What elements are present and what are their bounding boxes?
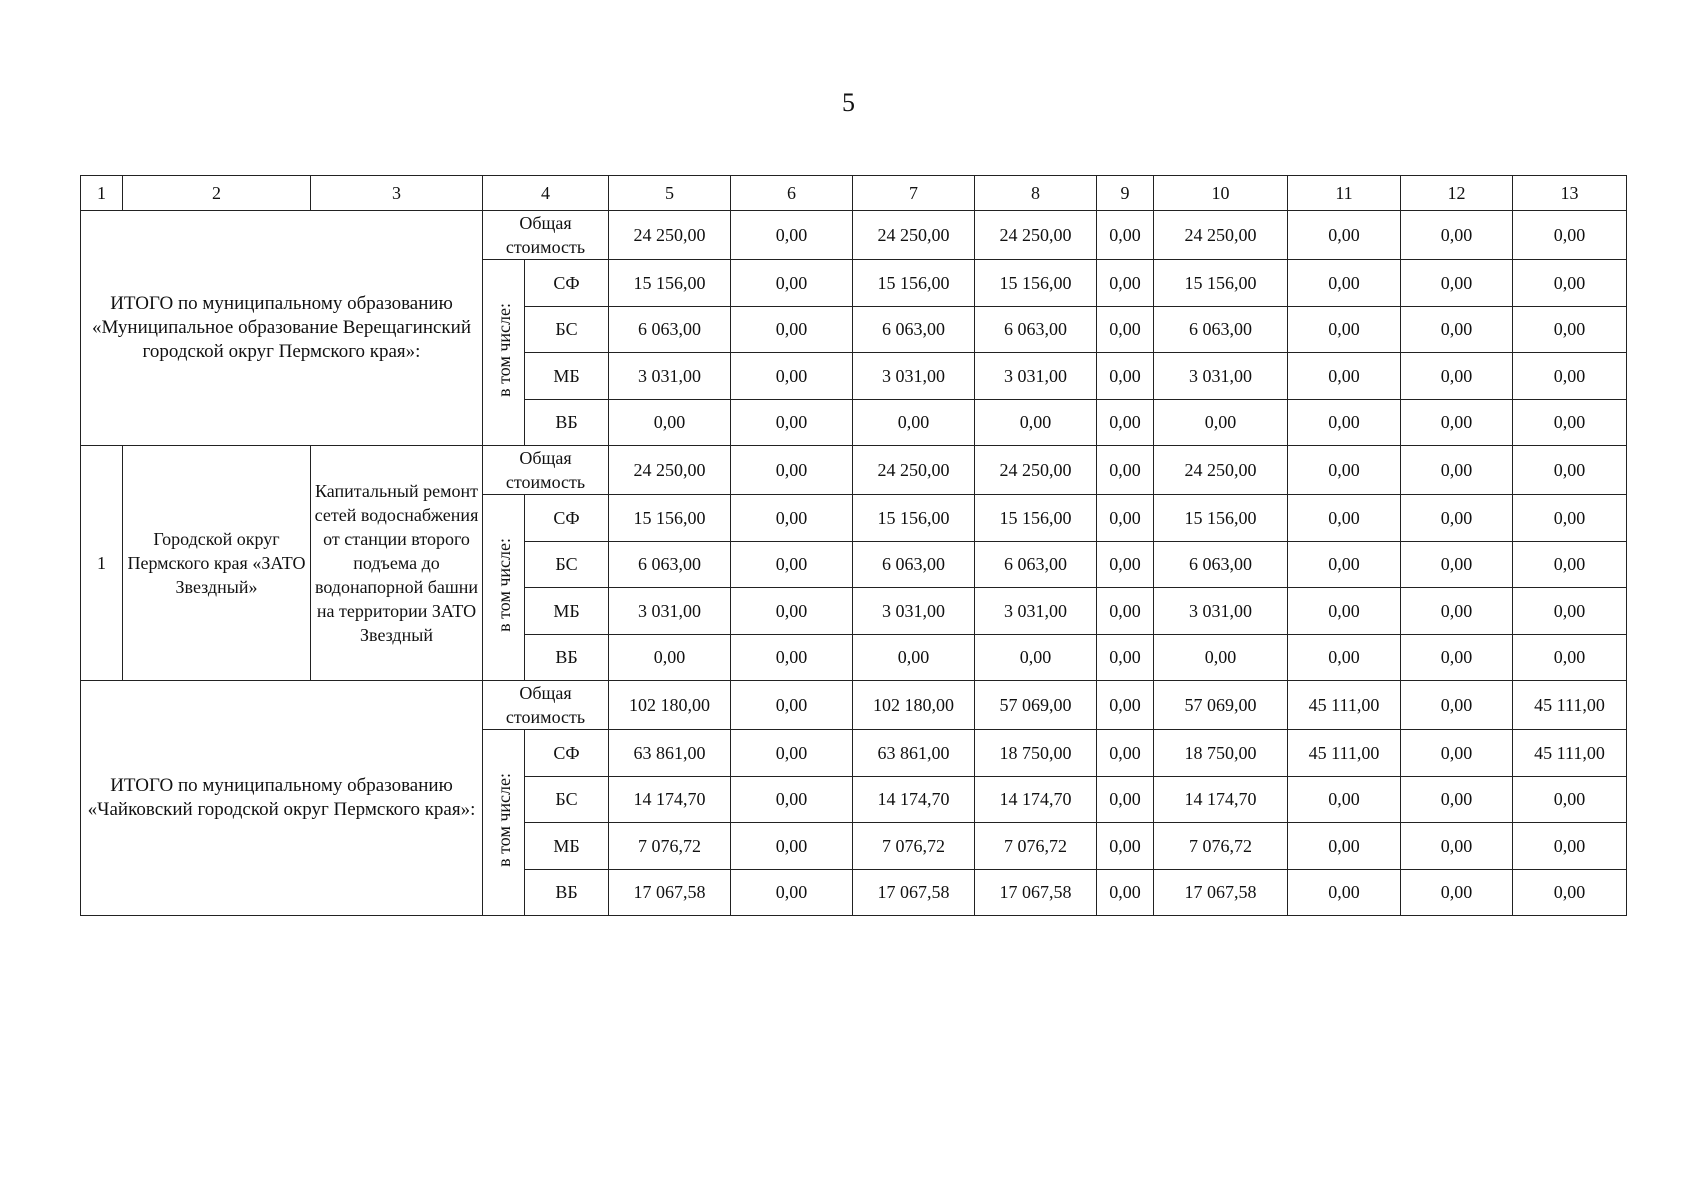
value-cell-col5: 0,00 bbox=[609, 634, 731, 681]
value-cell-col6: 0,00 bbox=[731, 588, 853, 635]
value-cell-col12: 0,00 bbox=[1401, 260, 1513, 307]
total-cost-label: Общая стоимость bbox=[483, 446, 609, 495]
value-cell-col12: 0,00 bbox=[1401, 306, 1513, 353]
value-cell-col12: 0,00 bbox=[1401, 823, 1513, 870]
value-cell-col12: 0,00 bbox=[1401, 634, 1513, 681]
funding-source-code: МБ bbox=[525, 353, 609, 400]
value-cell-col6: 0,00 bbox=[731, 306, 853, 353]
value-cell-col11: 0,00 bbox=[1288, 823, 1401, 870]
funding-source-code: ВБ bbox=[525, 869, 609, 916]
value-cell-col8: 7 076,72 bbox=[975, 823, 1097, 870]
value-cell-col5: 17 067,58 bbox=[609, 869, 731, 916]
value-cell-col13: 0,00 bbox=[1513, 634, 1627, 681]
value-cell-col7: 14 174,70 bbox=[853, 776, 975, 823]
value-cell-col13: 0,00 bbox=[1513, 776, 1627, 823]
value-cell-col12: 0,00 bbox=[1401, 541, 1513, 588]
value-cell-col6: 0,00 bbox=[731, 730, 853, 777]
value-cell-col8: 14 174,70 bbox=[975, 776, 1097, 823]
value-cell-col10: 15 156,00 bbox=[1154, 260, 1288, 307]
value-cell-col9: 0,00 bbox=[1097, 730, 1154, 777]
including-label-cell bbox=[483, 260, 525, 446]
value-cell-col8: 3 031,00 bbox=[975, 353, 1097, 400]
value-cell-col6: 0,00 bbox=[731, 776, 853, 823]
column-header: 10 bbox=[1154, 176, 1288, 211]
subtotal-label: ИТОГО по муниципальному образованию «Чайковский городской округ Пермского края»: bbox=[81, 681, 483, 916]
value-cell-col7: 15 156,00 bbox=[853, 260, 975, 307]
total-cost-row bbox=[81, 446, 1627, 495]
value-cell-col8: 15 156,00 bbox=[975, 495, 1097, 542]
value-cell-col9: 0,00 bbox=[1097, 823, 1154, 870]
funding-source-code: БС bbox=[525, 776, 609, 823]
value-cell-col5: 24 250,00 bbox=[609, 211, 731, 260]
value-cell-col6: 0,00 bbox=[731, 634, 853, 681]
funding-source-code: БС bbox=[525, 541, 609, 588]
value-cell-col6: 0,00 bbox=[731, 823, 853, 870]
value-cell-col13: 0,00 bbox=[1513, 541, 1627, 588]
value-cell-col9: 0,00 bbox=[1097, 681, 1154, 730]
value-cell-col13: 0,00 bbox=[1513, 306, 1627, 353]
funding-source-code: СФ bbox=[525, 495, 609, 542]
value-cell-col12: 0,00 bbox=[1401, 495, 1513, 542]
value-cell-col11: 0,00 bbox=[1288, 588, 1401, 635]
value-cell-col9: 0,00 bbox=[1097, 446, 1154, 495]
row-number: 1 bbox=[81, 446, 123, 681]
value-cell-col5: 24 250,00 bbox=[609, 446, 731, 495]
value-cell-col6: 0,00 bbox=[731, 260, 853, 307]
value-cell-col11: 0,00 bbox=[1288, 260, 1401, 307]
value-cell-col8: 6 063,00 bbox=[975, 541, 1097, 588]
value-cell-col13: 0,00 bbox=[1513, 399, 1627, 446]
total-cost-row bbox=[81, 211, 1627, 260]
funding-source-code: МБ bbox=[525, 823, 609, 870]
value-cell-col9: 0,00 bbox=[1097, 541, 1154, 588]
column-header: 5 bbox=[609, 176, 731, 211]
value-cell-col12: 0,00 bbox=[1401, 776, 1513, 823]
value-cell-col5: 63 861,00 bbox=[609, 730, 731, 777]
value-cell-col11: 0,00 bbox=[1288, 869, 1401, 916]
funding-source-code: СФ bbox=[525, 260, 609, 307]
value-cell-col5: 3 031,00 bbox=[609, 353, 731, 400]
value-cell-col8: 57 069,00 bbox=[975, 681, 1097, 730]
table-body bbox=[81, 176, 1627, 916]
value-cell-col10: 17 067,58 bbox=[1154, 869, 1288, 916]
value-cell-col5: 14 174,70 bbox=[609, 776, 731, 823]
value-cell-col8: 3 031,00 bbox=[975, 588, 1097, 635]
value-cell-col11: 0,00 bbox=[1288, 446, 1401, 495]
column-header: 13 bbox=[1513, 176, 1627, 211]
value-cell-col12: 0,00 bbox=[1401, 446, 1513, 495]
value-cell-col12: 0,00 bbox=[1401, 588, 1513, 635]
value-cell-col9: 0,00 bbox=[1097, 776, 1154, 823]
value-cell-col5: 6 063,00 bbox=[609, 306, 731, 353]
value-cell-col6: 0,00 bbox=[731, 495, 853, 542]
value-cell-col13: 0,00 bbox=[1513, 260, 1627, 307]
value-cell-col12: 0,00 bbox=[1401, 399, 1513, 446]
value-cell-col6: 0,00 bbox=[731, 681, 853, 730]
municipality-name: Городской округ Пермского края «ЗАТО Звездный» bbox=[123, 446, 311, 681]
column-header: 4 bbox=[483, 176, 609, 211]
value-cell-col12: 0,00 bbox=[1401, 730, 1513, 777]
value-cell-col6: 0,00 bbox=[731, 446, 853, 495]
value-cell-col13: 0,00 bbox=[1513, 495, 1627, 542]
value-cell-col5: 15 156,00 bbox=[609, 260, 731, 307]
funding-source-code: СФ bbox=[525, 730, 609, 777]
value-cell-col6: 0,00 bbox=[731, 211, 853, 260]
value-cell-col7: 6 063,00 bbox=[853, 306, 975, 353]
value-cell-col10: 15 156,00 bbox=[1154, 495, 1288, 542]
value-cell-col7: 24 250,00 bbox=[853, 446, 975, 495]
value-cell-col8: 24 250,00 bbox=[975, 211, 1097, 260]
value-cell-col10: 0,00 bbox=[1154, 634, 1288, 681]
column-header: 12 bbox=[1401, 176, 1513, 211]
column-number-row bbox=[81, 176, 1627, 211]
value-cell-col7: 15 156,00 bbox=[853, 495, 975, 542]
value-cell-col9: 0,00 bbox=[1097, 353, 1154, 400]
value-cell-col5: 3 031,00 bbox=[609, 588, 731, 635]
value-cell-col13: 0,00 bbox=[1513, 446, 1627, 495]
value-cell-col11: 0,00 bbox=[1288, 634, 1401, 681]
total-cost-label: Общая стоимость bbox=[483, 211, 609, 260]
value-cell-col11: 0,00 bbox=[1288, 541, 1401, 588]
value-cell-col8: 15 156,00 bbox=[975, 260, 1097, 307]
value-cell-col6: 0,00 bbox=[731, 869, 853, 916]
value-cell-col9: 0,00 bbox=[1097, 588, 1154, 635]
value-cell-col10: 14 174,70 bbox=[1154, 776, 1288, 823]
value-cell-col13: 0,00 bbox=[1513, 211, 1627, 260]
value-cell-col7: 63 861,00 bbox=[853, 730, 975, 777]
column-header: 9 bbox=[1097, 176, 1154, 211]
value-cell-col5: 15 156,00 bbox=[609, 495, 731, 542]
value-cell-col9: 0,00 bbox=[1097, 211, 1154, 260]
including-label: в том числе: bbox=[493, 302, 514, 397]
financing-table bbox=[80, 175, 1627, 916]
funding-source-code: МБ bbox=[525, 588, 609, 635]
value-cell-col11: 0,00 bbox=[1288, 399, 1401, 446]
including-label: в том числе: bbox=[493, 772, 514, 867]
value-cell-col6: 0,00 bbox=[731, 399, 853, 446]
total-cost-label: Общая стоимость bbox=[483, 681, 609, 730]
column-header: 2 bbox=[123, 176, 311, 211]
value-cell-col7: 3 031,00 bbox=[853, 353, 975, 400]
value-cell-col8: 0,00 bbox=[975, 634, 1097, 681]
value-cell-col9: 0,00 bbox=[1097, 306, 1154, 353]
value-cell-col10: 0,00 bbox=[1154, 399, 1288, 446]
value-cell-col12: 0,00 bbox=[1401, 681, 1513, 730]
column-header: 11 bbox=[1288, 176, 1401, 211]
value-cell-col12: 0,00 bbox=[1401, 869, 1513, 916]
value-cell-col10: 6 063,00 bbox=[1154, 306, 1288, 353]
value-cell-col8: 24 250,00 bbox=[975, 446, 1097, 495]
value-cell-col12: 0,00 bbox=[1401, 353, 1513, 400]
value-cell-col9: 0,00 bbox=[1097, 399, 1154, 446]
value-cell-col11: 45 111,00 bbox=[1288, 681, 1401, 730]
subtotal-label: ИТОГО по муниципальному образованию «Муниципальное образование Верещагинский городской округ Пермского края»: bbox=[81, 211, 483, 446]
funding-source-code: ВБ bbox=[525, 399, 609, 446]
value-cell-col10: 3 031,00 bbox=[1154, 588, 1288, 635]
funding-source-code: ВБ bbox=[525, 634, 609, 681]
value-cell-col13: 0,00 bbox=[1513, 588, 1627, 635]
funding-source-code: БС bbox=[525, 306, 609, 353]
total-cost-row bbox=[81, 681, 1627, 730]
value-cell-col7: 102 180,00 bbox=[853, 681, 975, 730]
value-cell-col10: 7 076,72 bbox=[1154, 823, 1288, 870]
value-cell-col7: 0,00 bbox=[853, 634, 975, 681]
value-cell-col8: 17 067,58 bbox=[975, 869, 1097, 916]
value-cell-col8: 0,00 bbox=[975, 399, 1097, 446]
value-cell-col6: 0,00 bbox=[731, 541, 853, 588]
column-header: 7 bbox=[853, 176, 975, 211]
value-cell-col13: 45 111,00 bbox=[1513, 730, 1627, 777]
value-cell-col6: 0,00 bbox=[731, 353, 853, 400]
including-label-cell bbox=[483, 495, 525, 681]
value-cell-col13: 0,00 bbox=[1513, 823, 1627, 870]
column-header: 1 bbox=[81, 176, 123, 211]
including-label-cell bbox=[483, 730, 525, 916]
value-cell-col12: 0,00 bbox=[1401, 211, 1513, 260]
column-header: 3 bbox=[311, 176, 483, 211]
value-cell-col11: 0,00 bbox=[1288, 306, 1401, 353]
value-cell-col5: 6 063,00 bbox=[609, 541, 731, 588]
object-name: Капитальный ремонт сетей водоснабжения от станции второго подъема до водонапорной башни на территории ЗАТО Звездный bbox=[311, 446, 483, 681]
value-cell-col10: 6 063,00 bbox=[1154, 541, 1288, 588]
page-number: 5 bbox=[842, 88, 855, 117]
value-cell-col5: 7 076,72 bbox=[609, 823, 731, 870]
value-cell-col11: 0,00 bbox=[1288, 776, 1401, 823]
value-cell-col10: 3 031,00 bbox=[1154, 353, 1288, 400]
value-cell-col13: 45 111,00 bbox=[1513, 681, 1627, 730]
value-cell-col11: 0,00 bbox=[1288, 211, 1401, 260]
value-cell-col8: 6 063,00 bbox=[975, 306, 1097, 353]
value-cell-col10: 24 250,00 bbox=[1154, 211, 1288, 260]
column-header: 6 bbox=[731, 176, 853, 211]
value-cell-col5: 102 180,00 bbox=[609, 681, 731, 730]
value-cell-col7: 3 031,00 bbox=[853, 588, 975, 635]
value-cell-col9: 0,00 bbox=[1097, 869, 1154, 916]
value-cell-col8: 18 750,00 bbox=[975, 730, 1097, 777]
value-cell-col11: 0,00 bbox=[1288, 353, 1401, 400]
value-cell-col11: 45 111,00 bbox=[1288, 730, 1401, 777]
value-cell-col9: 0,00 bbox=[1097, 260, 1154, 307]
value-cell-col9: 0,00 bbox=[1097, 634, 1154, 681]
including-label: в том числе: bbox=[493, 537, 514, 632]
value-cell-col7: 17 067,58 bbox=[853, 869, 975, 916]
column-header: 8 bbox=[975, 176, 1097, 211]
value-cell-col10: 24 250,00 bbox=[1154, 446, 1288, 495]
value-cell-col7: 24 250,00 bbox=[853, 211, 975, 260]
value-cell-col7: 0,00 bbox=[853, 399, 975, 446]
value-cell-col10: 18 750,00 bbox=[1154, 730, 1288, 777]
value-cell-col5: 0,00 bbox=[609, 399, 731, 446]
value-cell-col7: 7 076,72 bbox=[853, 823, 975, 870]
value-cell-col7: 6 063,00 bbox=[853, 541, 975, 588]
value-cell-col13: 0,00 bbox=[1513, 353, 1627, 400]
value-cell-col9: 0,00 bbox=[1097, 495, 1154, 542]
value-cell-col10: 57 069,00 bbox=[1154, 681, 1288, 730]
value-cell-col11: 0,00 bbox=[1288, 495, 1401, 542]
value-cell-col13: 0,00 bbox=[1513, 869, 1627, 916]
